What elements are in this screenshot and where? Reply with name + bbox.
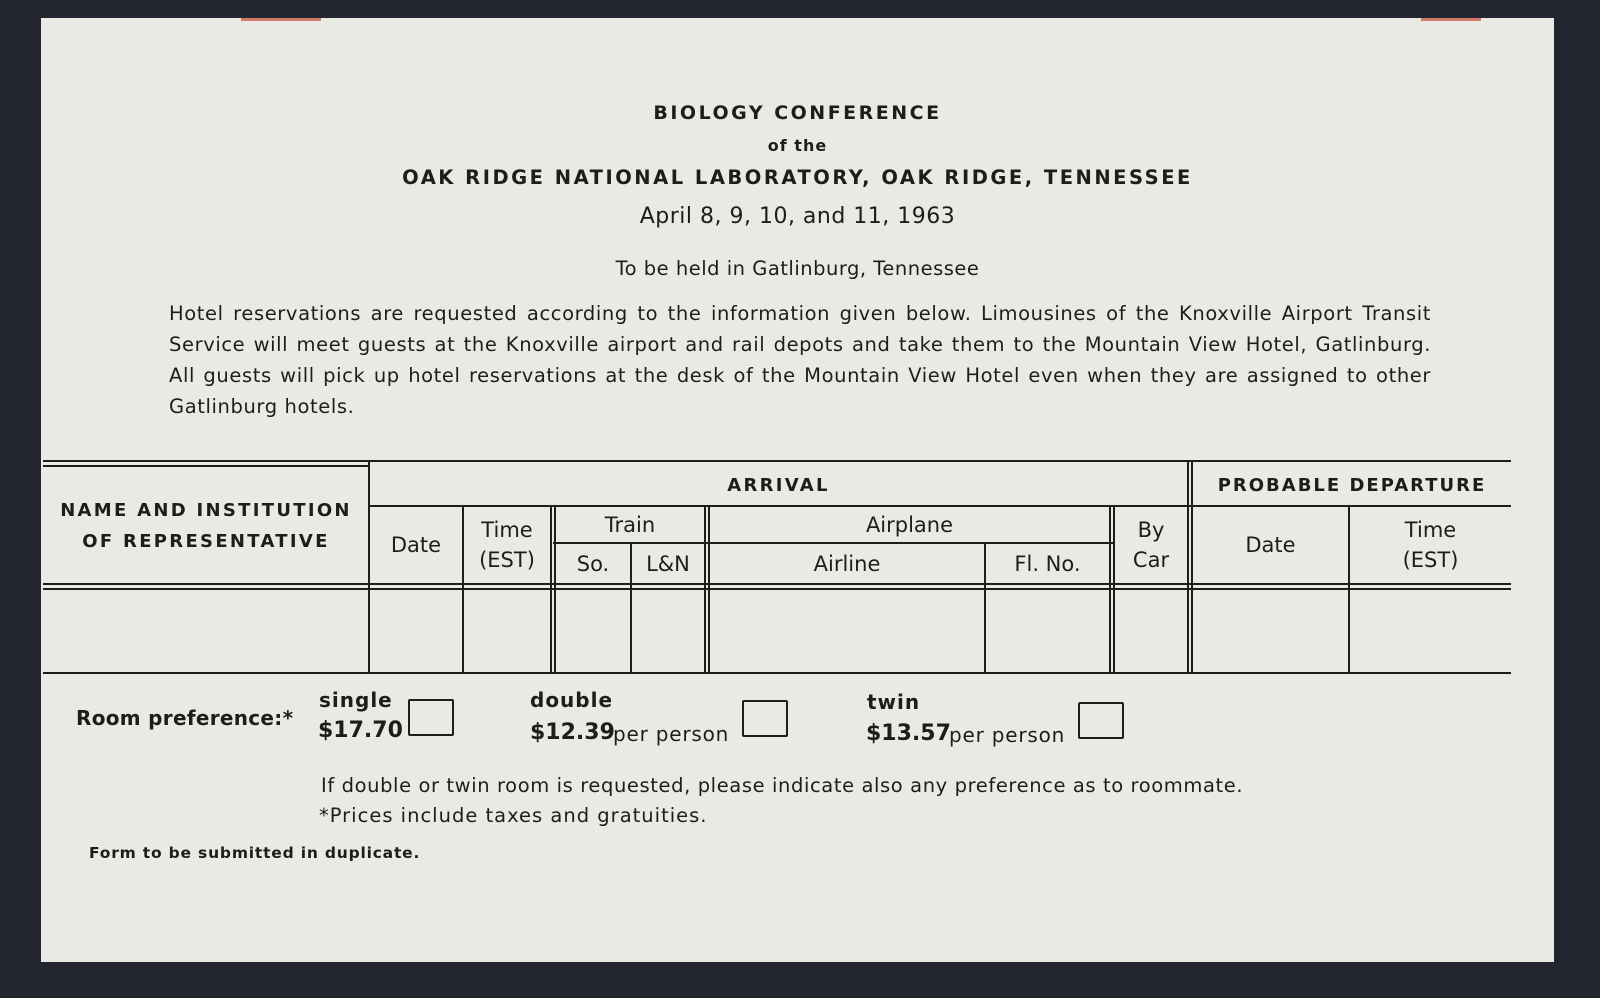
edge-mark [241,18,321,21]
conference-dates: April 8, 9, 10, and 11, 1963 [639,204,956,229]
departure-time-header [1350,507,1511,583]
train-ln-field[interactable] [632,590,704,672]
duplicate-note: Form to be submitted in duplicate. [89,844,421,862]
train-header: Train [604,512,656,537]
room-preference-label: Room preference:* [76,706,294,730]
name-institution-header [43,468,369,583]
airline-header: Airline [813,551,881,576]
col-rule [550,506,552,673]
departure-date-header: Date [1245,533,1296,557]
col-rule [1187,461,1189,673]
name-header-line2: OF REPRESENTATIVE [82,530,330,552]
twin-label: twin [867,690,921,714]
arrival-time-field[interactable] [464,590,550,672]
airplane-header: Airplane [865,512,954,537]
twin-per-person: per person [949,723,1066,747]
arrival-date-header: Date [390,533,442,557]
dep-time-zone-label: (EST) [1402,548,1459,572]
table-top-rule [43,460,1511,462]
conference-title: BIOLOGY CONFERENCE [653,102,942,124]
prices-note: *Prices include taxes and gratuities. [319,804,708,827]
double-per-person: per person [613,722,730,746]
table-bottom-rule [43,672,1511,674]
time-label: Time [481,518,533,542]
by-label: By [1137,518,1165,542]
form-sheet [41,18,1554,962]
departure-date-field[interactable] [1193,590,1348,672]
single-label: single [319,688,393,712]
single-price: $17.70 [318,718,403,743]
col-rule [1109,506,1111,673]
flight-no-field[interactable] [986,590,1109,672]
train-ln-header: L&N [646,551,690,576]
car-label: Car [1132,548,1170,572]
conference-location: To be held in Gatlinburg, Tennessee [615,257,980,280]
dep-time-label: Time [1404,518,1457,542]
train-so-header: So. [576,551,610,576]
roommate-note: If double or twin room is requested, please indicate also any preference as to roommate. [321,774,1244,797]
departure-header: PROBABLE DEPARTURE [1217,474,1487,496]
table-top-rule [43,465,369,467]
arrival-header: ARRIVAL [727,474,830,496]
double-label: double [530,688,614,712]
of-the-text: of the [767,136,828,155]
col-rule [704,506,706,673]
departure-time-field[interactable] [1350,590,1511,672]
by-car-header [1115,507,1187,583]
time-zone-label: (EST) [479,548,535,572]
double-price: $12.39 [530,720,615,745]
arrival-time-header [464,507,550,583]
header-bottom-rule [43,583,1511,585]
single-checkbox[interactable] [408,699,454,736]
airline-field[interactable] [710,590,984,672]
twin-price: $13.57 [866,721,951,746]
twin-checkbox[interactable] [1078,702,1124,739]
laboratory-name: OAK RIDGE NATIONAL LABORATORY, OAK RIDGE, TENNESSEE [402,166,1193,189]
flight-no-header: Fl. No. [1014,551,1081,576]
double-checkbox[interactable] [742,700,788,737]
arrival-date-field[interactable] [370,590,462,672]
name-header-line1: NAME AND INSTITUTION [60,499,352,521]
by-car-field[interactable] [1115,590,1187,672]
name-institution-field[interactable] [43,590,368,672]
edge-mark [1421,18,1481,21]
train-so-field[interactable] [556,590,630,672]
intro-paragraph: Hotel reservations are requested according to the information given below. Limousines of the Knoxville Airport Transit Service will meet guests at the Knoxville airport and rail depots and take them to the Mountain View Hotel, Gatlinburg. All guests will pick up hotel reservations at the desk of the Mountain View Hotel even when they are assigned to other Gatlinburg hotels. [169,302,1431,418]
